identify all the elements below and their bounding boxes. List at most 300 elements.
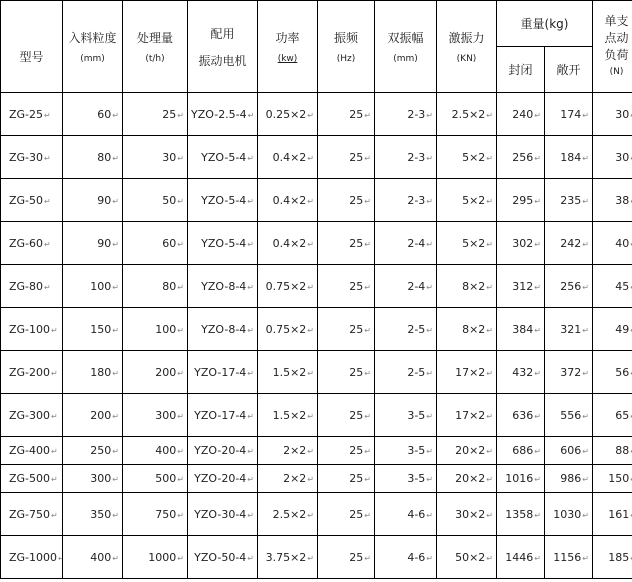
header-weight-open-label: 敞开 [556,63,581,77]
cell-amplitude [375,308,437,351]
cell-exciting-force [437,536,497,579]
cell-support-load [593,222,632,265]
header-feed-size-label: 入料粒度 [68,31,117,45]
cell-weight-closed-text: 295 ↵ [512,194,541,207]
table-row [1,179,632,222]
cell-capacity [123,351,188,394]
header-model [1,1,63,93]
cell-weight-open-text: 235 ↵ [560,194,589,207]
cell-weight-closed [497,437,545,465]
cell-model-text: ZG-300 ↵ [9,409,58,422]
cell-weight-closed [497,265,545,308]
cell-weight-open-text: 321 ↵ [560,323,589,336]
cell-capacity-text: 60 ↵ [162,237,184,250]
header-capacity [123,1,188,93]
cell-model-text: ZG-200 ↵ [9,366,58,379]
cell-support-load-text: 49 ↵ [615,323,632,336]
cell-frequency [318,179,375,222]
cell-power [258,536,318,579]
cell-amplitude [375,437,437,465]
cell-power-text: 0.75×2 ↵ [266,280,314,293]
cell-model [1,308,63,351]
header-power-unit: (kw) [277,54,298,64]
cell-support-load [593,308,632,351]
cell-frequency-text: 25 ↵ [349,472,371,485]
cell-feed-size [63,394,123,437]
cell-feed-size-text: 200 ↵ [90,409,119,422]
cell-feed-size-text: 400 ↵ [90,551,119,564]
table-row [1,394,632,437]
cell-capacity [123,493,188,536]
header-support-load-line1: 单支 [604,13,629,28]
cell-weight-open [545,136,593,179]
cell-frequency [318,222,375,265]
cell-exciting-force [437,351,497,394]
cell-weight-closed [497,536,545,579]
cell-amplitude [375,136,437,179]
cell-support-load-text: 40 ↵ [615,237,632,250]
cell-amplitude [375,222,437,265]
cell-power-text: 0.4×2 ↵ [273,151,314,164]
cell-model-text: ZG-60 ↵ [9,237,51,250]
cell-capacity-text: 200 ↵ [155,366,184,379]
cell-feed-size-text: 80 ↵ [97,151,119,164]
cell-feed-size-text: 150 ↵ [90,323,119,336]
cell-exciting-force-text: 8×2 ↵ [462,323,493,336]
cell-exciting-force [437,465,497,493]
cell-amplitude-text: 2-3 ↵ [407,108,433,121]
cell-feed-size [63,222,123,265]
cell-model-text: ZG-100 ↵ [9,323,58,336]
cell-motor [188,265,258,308]
header-amplitude-unit: (mm) [393,54,418,64]
cell-weight-open-text: 242 ↵ [560,237,589,250]
cell-motor [188,394,258,437]
cell-capacity [123,222,188,265]
cell-frequency-text: 25 ↵ [349,551,371,564]
header-frequency-unit: (Hz) [336,54,356,64]
header-weight-label: 重量(kg) [520,17,569,31]
cell-exciting-force-text: 5×2 ↵ [462,151,493,164]
cell-amplitude-text: 2-3 ↵ [407,194,433,207]
cell-feed-size-text: 90 ↵ [97,237,119,250]
cell-motor [188,536,258,579]
cell-weight-open [545,222,593,265]
cell-support-load [593,351,632,394]
header-power [258,1,318,93]
cell-power-text: 0.4×2 ↵ [273,237,314,250]
cell-power [258,465,318,493]
cell-weight-closed-text: 312 ↵ [512,280,541,293]
cell-exciting-force [437,179,497,222]
cell-weight-open [545,394,593,437]
cell-feed-size [63,465,123,493]
cell-weight-open [545,351,593,394]
cell-capacity [123,394,188,437]
cell-model [1,493,63,536]
cell-model [1,351,63,394]
cell-weight-open [545,465,593,493]
header-weight [497,1,593,47]
cell-weight-closed [497,136,545,179]
cell-exciting-force-text: 17×2 ↵ [455,366,493,379]
cell-capacity [123,308,188,351]
header-feed-size [63,1,123,93]
header-amplitude-label: 双振幅 [387,31,424,45]
cell-support-load [593,136,632,179]
cell-power [258,394,318,437]
cell-weight-open [545,308,593,351]
cell-capacity-text: 1000 ↵ [148,551,184,564]
cell-motor [188,465,258,493]
cell-support-load-text: 185 ↵ [608,551,632,564]
cell-power [258,93,318,136]
cell-weight-open [545,437,593,465]
cell-weight-closed [497,465,545,493]
cell-amplitude-text: 3-5 ↵ [407,472,433,485]
cell-amplitude [375,265,437,308]
header-power-label: 功率 [275,31,300,45]
cell-weight-open-text: 174 ↵ [560,108,589,121]
cell-capacity [123,265,188,308]
header-frequency-label: 振频 [333,31,358,45]
cell-frequency [318,265,375,308]
cell-weight-open-text: 1030 ↵ [553,508,589,521]
cell-capacity-text: 30 ↵ [162,151,184,164]
cell-support-load [593,493,632,536]
cell-support-load-text: 65 ↵ [615,409,632,422]
cell-exciting-force [437,136,497,179]
cell-amplitude [375,179,437,222]
header-weight-closed-label: 封闭 [508,63,533,77]
cell-weight-closed-text: 1358 ↵ [505,508,541,521]
cell-model-text: ZG-400 ↵ [9,444,58,457]
cell-weight-open-text: 256 ↵ [560,280,589,293]
cell-capacity [123,536,188,579]
cell-power [258,493,318,536]
cell-amplitude-text: 4-6 ↵ [407,551,433,564]
cell-model [1,222,63,265]
cell-weight-closed [497,394,545,437]
cell-power-text: 0.75×2 ↵ [266,323,314,336]
cell-feed-size-text: 250 ↵ [90,444,119,457]
cell-motor [188,437,258,465]
cell-amplitude-text: 2-5 ↵ [407,366,433,379]
header-exciting-force-unit: (KN) [456,54,477,64]
cell-feed-size [63,493,123,536]
cell-feed-size [63,437,123,465]
cell-frequency-text: 25 ↵ [349,108,371,121]
cell-weight-open-text: 184 ↵ [560,151,589,164]
cell-frequency-text: 25 ↵ [349,151,371,164]
table-row [1,437,632,465]
cell-frequency-text: 25 ↵ [349,409,371,422]
cell-support-load-text: 30 ↵ [615,151,632,164]
cell-amplitude-text: 3-5 ↵ [407,444,433,457]
cell-motor-text: YZO-5-4 ↵ [201,151,254,164]
header-support-load-line3: 负荷 [604,47,629,62]
cell-weight-open [545,493,593,536]
cell-amplitude-text: 2-4 ↵ [407,280,433,293]
cell-motor-text: YZO-17-4 ↵ [194,409,254,422]
cell-support-load-text: 88 ↵ [615,444,632,457]
header-feed-size-unit: (mm) [80,54,105,64]
cell-feed-size-text: 180 ↵ [90,366,119,379]
cell-amplitude [375,93,437,136]
cell-weight-closed [497,493,545,536]
cell-weight-closed-text: 256 ↵ [512,151,541,164]
header-frequency [318,1,375,93]
cell-support-load-text: 161 ↵ [608,508,632,521]
cell-weight-open-text: 372 ↵ [560,366,589,379]
table-row [1,536,632,579]
cell-weight-open-text: 556 ↵ [560,409,589,422]
cell-frequency [318,394,375,437]
header-row [1,1,632,47]
cell-weight-closed [497,222,545,265]
cell-motor [188,179,258,222]
cell-weight-closed [497,308,545,351]
cell-frequency [318,465,375,493]
cell-amplitude-text: 2-4 ↵ [407,237,433,250]
cell-weight-closed [497,351,545,394]
cell-frequency [318,308,375,351]
cell-capacity [123,179,188,222]
table-row [1,493,632,536]
cell-capacity [123,465,188,493]
cell-frequency [318,437,375,465]
cell-model-text: ZG-25 ↵ [9,108,51,121]
cell-power [258,351,318,394]
cell-weight-open-text: 986 ↵ [560,472,589,485]
cell-exciting-force-text: 20×2 ↵ [455,444,493,457]
cell-model [1,179,63,222]
cell-amplitude-text: 2-5 ↵ [407,323,433,336]
cell-power-text: 1.5×2 ↵ [273,409,314,422]
header-amplitude [375,1,437,93]
cell-feed-size-text: 60 ↵ [97,108,119,121]
cell-power-text: 2.5×2 ↵ [273,508,314,521]
header-support-load-line2: 点动 [604,30,629,45]
cell-feed-size [63,136,123,179]
cell-motor-text: YZO-5-4 ↵ [201,194,254,207]
cell-capacity-text: 100 ↵ [155,323,184,336]
cell-frequency [318,493,375,536]
cell-amplitude [375,493,437,536]
cell-power [258,308,318,351]
cell-exciting-force [437,308,497,351]
cell-motor-text: YZO-20-4 ↵ [194,444,254,457]
cell-model-text: ZG-80 ↵ [9,280,51,293]
cell-support-load-text: 38 ↵ [615,194,632,207]
cell-power-text: 2×2 ↵ [283,444,314,457]
cell-frequency-text: 25 ↵ [349,237,371,250]
cell-frequency-text: 25 ↵ [349,366,371,379]
cell-feed-size [63,536,123,579]
table-row [1,351,632,394]
cell-exciting-force-text: 5×2 ↵ [462,237,493,250]
header-capacity-label: 处理量 [136,31,173,45]
cell-power-text: 0.25×2 ↵ [266,108,314,121]
cell-model-text: ZG-30 ↵ [9,151,51,164]
cell-feed-size-text: 300 ↵ [90,472,119,485]
cell-exciting-force-text: 17×2 ↵ [455,409,493,422]
cell-capacity-text: 25 ↵ [162,108,184,121]
cell-feed-size [63,265,123,308]
cell-frequency [318,93,375,136]
cell-power-text: 1.5×2 ↵ [273,366,314,379]
cell-power-text: 0.4×2 ↵ [273,194,314,207]
header-motor [188,1,258,93]
cell-motor [188,222,258,265]
cell-capacity [123,136,188,179]
cell-frequency [318,136,375,179]
cell-support-load [593,93,632,136]
cell-capacity [123,437,188,465]
cell-weight-closed-text: 1446 ↵ [505,551,541,564]
cell-model [1,465,63,493]
cell-motor-text: YZO-17-4 ↵ [194,366,254,379]
cell-motor-text: YZO-8-4 ↵ [201,323,254,336]
cell-support-load-text: 30 ↵ [615,108,632,121]
cell-amplitude [375,394,437,437]
cell-exciting-force-text: 30×2 ↵ [455,508,493,521]
header-support-load-unit: (N) [609,66,624,77]
cell-frequency-text: 25 ↵ [349,194,371,207]
cell-feed-size [63,179,123,222]
cell-weight-open [545,179,593,222]
cell-capacity-text: 750 ↵ [155,508,184,521]
cell-amplitude [375,465,437,493]
cell-weight-closed-text: 636 ↵ [512,409,541,422]
cell-exciting-force-text: 5×2 ↵ [462,194,493,207]
cell-weight-open-text: 1156 ↵ [553,551,589,564]
cell-weight-closed-text: 240 ↵ [512,108,541,121]
cell-exciting-force [437,93,497,136]
cell-support-load-text: 56 ↵ [615,366,632,379]
cell-amplitude-text: 4-6 ↵ [407,508,433,521]
cell-weight-closed-text: 302 ↵ [512,237,541,250]
cell-frequency-text: 25 ↵ [349,323,371,336]
cell-motor-text: YZO-5-4 ↵ [201,237,254,250]
header-model-label: 型号 [19,50,44,64]
cell-support-load-text: 150 ↵ [608,472,632,485]
cell-model [1,536,63,579]
cell-motor [188,136,258,179]
cell-frequency-text: 25 ↵ [349,508,371,521]
cell-motor [188,493,258,536]
cell-power [258,179,318,222]
cell-support-load [593,394,632,437]
cell-amplitude [375,351,437,394]
cell-exciting-force [437,437,497,465]
header-exciting-force-label: 激振力 [448,31,485,45]
table-row [1,222,632,265]
cell-feed-size [63,308,123,351]
cell-support-load [593,179,632,222]
header-weight-closed [497,47,545,93]
cell-model-text: ZG-50 ↵ [9,194,51,207]
header-support-load [593,1,632,93]
cell-amplitude-text: 3-5 ↵ [407,409,433,422]
cell-exciting-force [437,493,497,536]
cell-support-load [593,536,632,579]
cell-model [1,394,63,437]
cell-frequency-text: 25 ↵ [349,444,371,457]
cell-capacity-text: 500 ↵ [155,472,184,485]
cell-frequency [318,536,375,579]
cell-weight-closed-text: 1016 ↵ [505,472,541,485]
cell-exciting-force-text: 8×2 ↵ [462,280,493,293]
header-motor-line2: 振动电机 [198,53,247,68]
cell-weight-closed-text: 384 ↵ [512,323,541,336]
cell-motor [188,308,258,351]
cell-weight-closed [497,179,545,222]
cell-motor-text: YZO-30-4 ↵ [194,508,254,521]
cell-exciting-force [437,222,497,265]
cell-weight-closed-text: 432 ↵ [512,366,541,379]
cell-feed-size-text: 90 ↵ [97,194,119,207]
cell-support-load [593,265,632,308]
table-body [1,1,632,579]
cell-weight-closed-text: 686 ↵ [512,444,541,457]
cell-power [258,265,318,308]
cell-feed-size [63,93,123,136]
cell-feed-size-text: 100 ↵ [90,280,119,293]
cell-motor-text: YZO-50-4 ↵ [194,551,254,564]
cell-motor [188,351,258,394]
cell-frequency-text: 25 ↵ [349,280,371,293]
cell-model [1,265,63,308]
table-row [1,136,632,179]
header-motor-line1: 配用 [210,26,235,41]
cell-weight-open [545,93,593,136]
cell-motor-text: YZO-2.5-4 ↵ [191,108,254,121]
cell-motor [188,93,258,136]
table-row [1,265,632,308]
cell-power [258,437,318,465]
cell-amplitude [375,536,437,579]
cell-exciting-force-text: 20×2 ↵ [455,472,493,485]
cell-weight-open [545,265,593,308]
cell-weight-open [545,536,593,579]
cell-model-text: ZG-500 ↵ [9,472,58,485]
cell-support-load-text: 45 ↵ [615,280,632,293]
cell-power [258,222,318,265]
cell-exciting-force [437,265,497,308]
cell-model-text: ZG-1000 ↵ [9,551,63,564]
cell-capacity-text: 300 ↵ [155,409,184,422]
cell-support-load [593,437,632,465]
cell-support-load [593,465,632,493]
cell-feed-size [63,351,123,394]
cell-feed-size-text: 350 ↵ [90,508,119,521]
cell-exciting-force-text: 2.5×2 ↵ [452,108,493,121]
cell-motor-text: YZO-8-4 ↵ [201,280,254,293]
cell-model [1,437,63,465]
cell-capacity [123,93,188,136]
cell-model-text: ZG-750 ↵ [9,508,58,521]
cell-exciting-force-text: 50×2 ↵ [455,551,493,564]
cell-amplitude-text: 2-3 ↵ [407,151,433,164]
cell-motor-text: YZO-20-4 ↵ [194,472,254,485]
cell-capacity-text: 50 ↵ [162,194,184,207]
table-row [1,465,632,493]
cell-power-text: 3.75×2 ↵ [266,551,314,564]
cell-weight-closed [497,93,545,136]
cell-exciting-force [437,394,497,437]
cell-capacity-text: 400 ↵ [155,444,184,457]
